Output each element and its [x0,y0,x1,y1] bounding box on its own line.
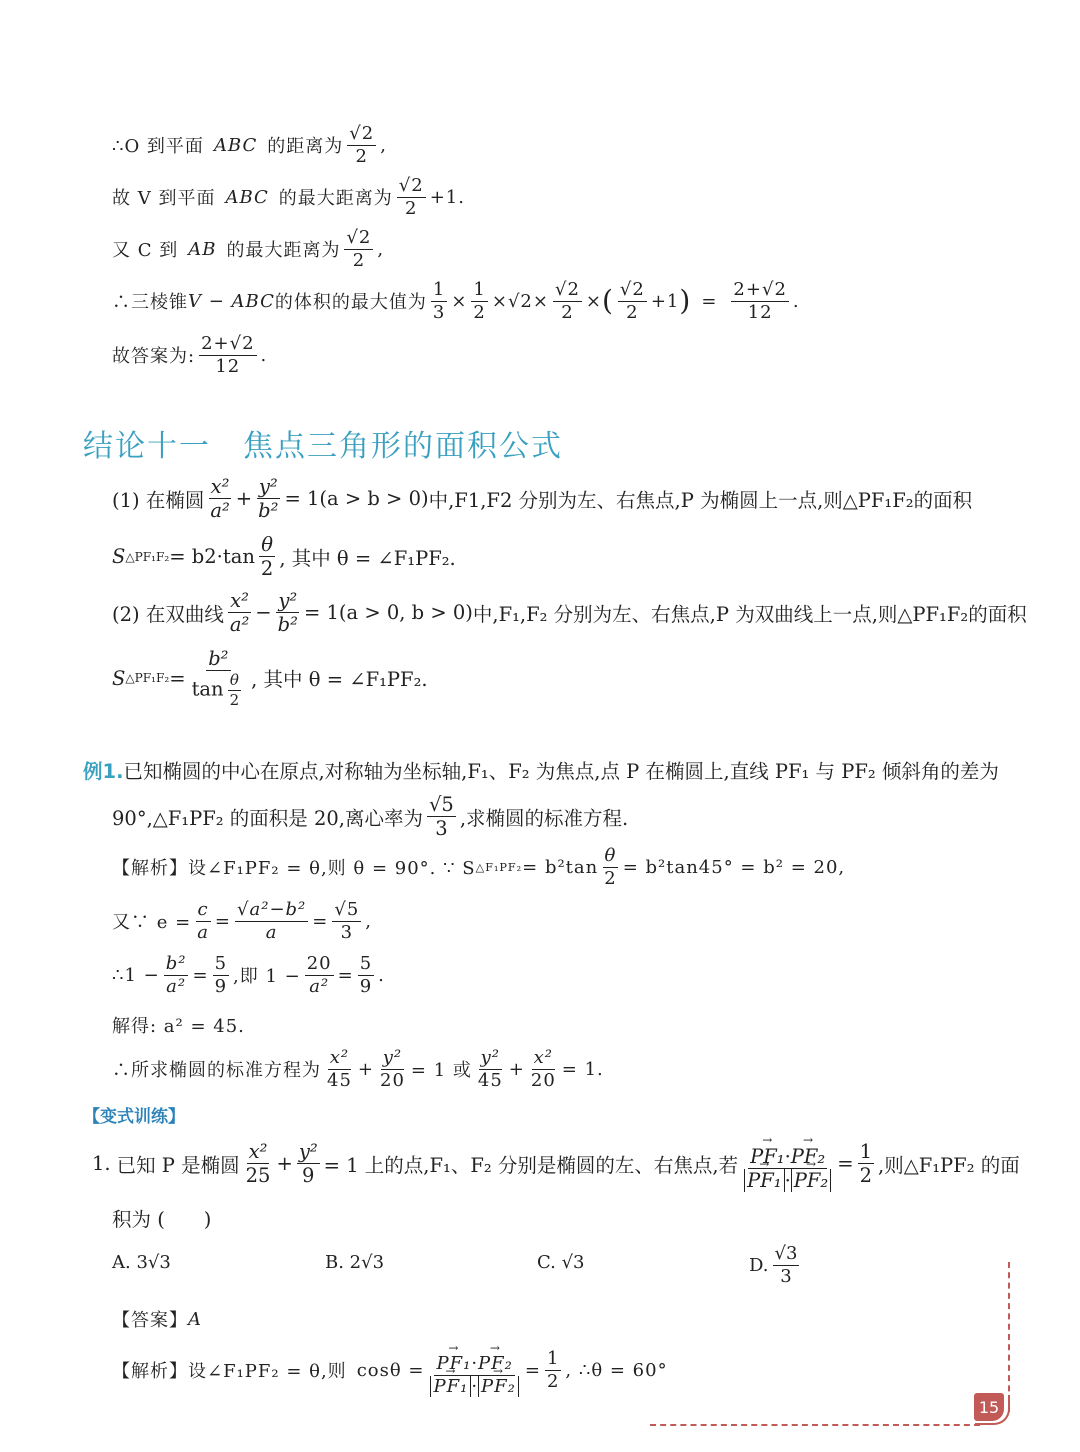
example-label: 例1. [83,760,124,783]
conclusion-1-line-2: S △PF₁F₂ = b2·tan $\frac{\theta}{2}$ , 其中 θ = ∠F₁PF₂. [112,533,456,581]
page-number: 15 [974,1393,1004,1421]
solution-line-2: 故 V 到平面 ABC 的最大距离为 $\frac{√2}{2}$ +1. [112,175,465,219]
section-heading: 结论十一 焦点三角形的面积公式 [83,429,563,464]
conclusion-1-line-1: (1) 在椭圆 $\frac{\text{x²}}{\text{a²}}$ + $\frac{\text{y²}}{\text{b²}}$ = 1(a > b > 0) 中,F1,F2 分别为左、右焦点,P 为椭圆上一点,则△PF₁F₂的面积 [112,475,973,523]
example-1-line-2: 90°,△F₁PF₂ 的面积是 20,离心率为 $\frac{√5}{3}$ ,求椭圆的标准方程. [112,793,629,841]
solution-answer: 故答案为: $\frac{2+√2}{12}$ . [112,333,268,377]
choice-c[interactable]: C. √3 [537,1252,585,1273]
solution-line-1: ∴O 到平面 ABC 的距离为 $\frac{√2}{2}$ , [112,123,387,167]
example-solution-line-2: 又∵ e = $\frac{c}{a}$ = $\frac{\text{√a²−b²}}{a}$ = $\frac{√5}{3}$ , [112,899,373,943]
question-solution-line: 【解析】 设∠F₁PF₂ = θ,则 cosθ = → PF₁·→ PF₂ → PF₁ ·→ PF₂ = $\frac{1}{2}$ , ∴θ = 60° [112,1344,668,1397]
example-solution-line-4: 解得: a² = 45. [112,1016,245,1037]
solution-line-4: ∴三棱锥 V − ABC 的体积的最大值为 $\frac{1}{3}$ × $\frac{1}{2}$ × √2 × $\frac{√2}{2}$ × ( $\frac{√2}{2}$ +1 ) = $\frac{2+√2}{12}$ . [112,279,800,323]
training-label: 【变式训练】 [83,1107,185,1127]
question-1-line-2: 积为 ( ) [112,1208,212,1231]
example-solution-line-3: ∴1 − $\frac{\text{b²}}{\text{a²}}$ = $\frac{5}{9}$ ,即 1 − $\frac{20}{\text{a²}}$ = $\frac{5}{9}$ . [112,953,385,997]
question-1-line-1: 1. 已知 P 是椭圆 $\frac{\text{x²}}{25}$ + $\frac{\text{y²}}{9}$ = 1 上的点,F₁、F₂ 分别是椭圆的左、右焦点,若 → PF₁·→ PF₂ → PF₁ ·→ PF₂ = $\frac{1}{2}$ ,则△F₁PF₂ 的面 [92,1136,1020,1192]
page-border-right [1008,1262,1010,1412]
example-1-line-1: 例1. 已知椭圆的中心在原点,对称轴为坐标轴,F₁、F₂ 为焦点,点 P 在椭圆上,直线 PF₁ 与 PF₂ 倾斜角的差为 [83,756,999,784]
choice-d[interactable]: D. $\frac{√3}{3}$ [749,1243,798,1287]
answer-line: 【答案】 A [112,1308,202,1331]
choice-b[interactable]: B. 2√3 [325,1252,385,1273]
conclusion-2-line-1: (2) 在双曲线 $\frac{\text{x²}}{\text{a²}}$ − $\frac{\text{y²}}{\text{b²}}$ = 1(a > 0, b > 0) 中,F₁,F₂ 分别为左、右焦点,P 为双曲线上一点,则△PF₁F₂的面积 [112,589,1027,637]
page-border-bottom [650,1424,980,1426]
conclusion-2-line-2: S △PF₁F₂ = b² tan $\frac{\theta}{2}$ , 其中 θ = ∠F₁PF₂. [112,647,428,709]
choice-a[interactable]: A. 3√3 [112,1252,171,1273]
example-solution-line-1: 【解析】 设∠F₁PF₂ = θ,则 θ = 90°. ∵ S △F₁PF₂ = b²tan $\frac{\theta}{2}$ = b²tan45° = b² = 20, [112,845,846,889]
solution-line-3: 又 C 到 AB 的最大距离为 $\frac{√2}{2}$ , [112,227,385,271]
example-solution-line-5: ∴所求椭圆的标准方程为 $\frac{\text{x²}}{45}$ + $\frac{\text{y²}}{20}$ = 1 或 $\frac{\text{y²}}{45}$ + $\frac{\text{x²}}{20}$ = 1. [112,1047,604,1091]
